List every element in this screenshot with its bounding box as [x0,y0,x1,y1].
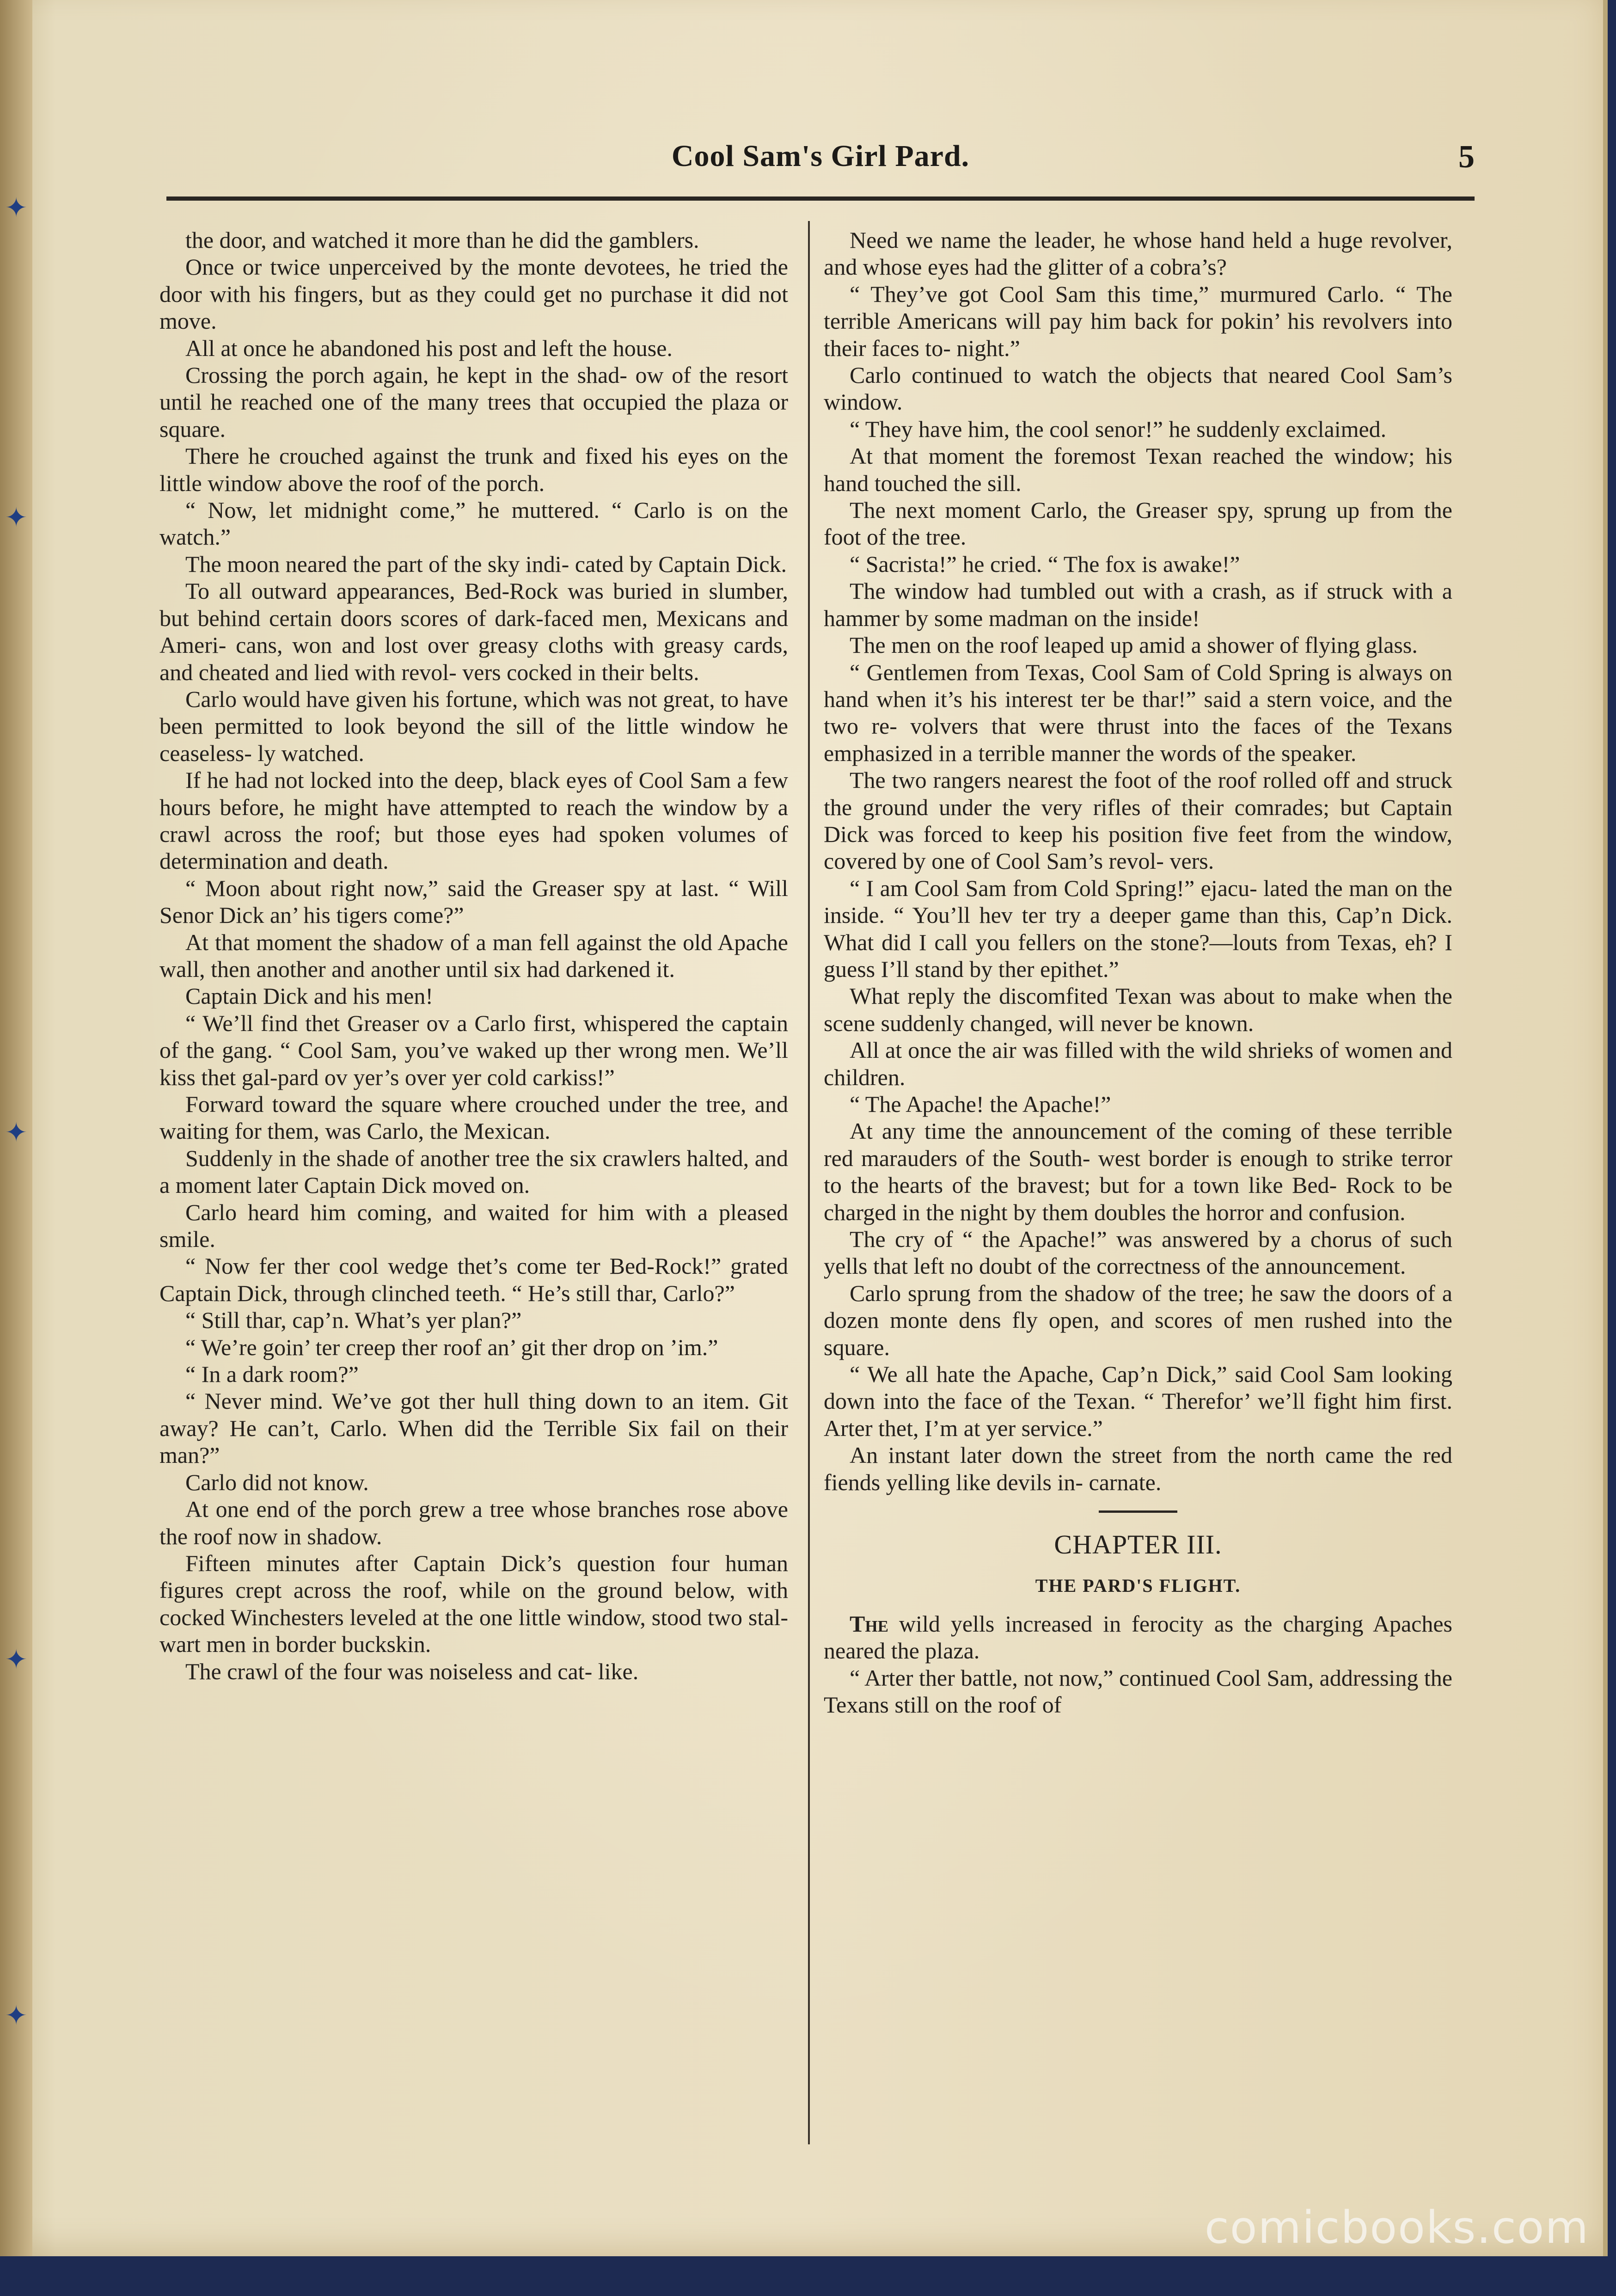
watermark-text: comicbooks.com [1204,2202,1589,2253]
paragraph: The men on the roof leaped up amid a shower of flying glass. [850,632,1418,658]
paragraph: Fifteen minutes after Captain Dick’s question four human figures crept across the roof, while on the ground below, with cocked Winchesters leveled at the one little window, stood two stal- wart men in border buckskin. [159,1550,788,1658]
paragraph: The crawl of the four was noiseless and cat- like. [185,1658,639,1684]
paragraph: “ Now, let midnight come,” he muttered. “ Carlo is on the watch.” [159,497,788,550]
paragraph: The cry of “ the Apache!” was answered by a chorus of such yells that left no doubt of the correctness of the announcement. [824,1226,1452,1279]
paragraph: The two rangers nearest the foot of the roof rolled off and struck the ground under the very rifles of their comrades; but Captain Dick was forced to keep his position five feet from the window, covered by one of Cool Sam’s revol- vers. [824,767,1452,874]
staple-icon: ✦ [5,1117,28,1148]
paragraph: “ Arter ther battle, not now,” continued Cool Sam, addressing the Texans still on the roof of [824,1664,1452,1718]
paragraph: The next moment Carlo, the Greaser spy, sprung up from the foot of the tree. [824,497,1452,550]
chapter-first-paragraph: wild yells increased in ferocity as the charging Apaches neared the plaza. [824,1610,1452,1664]
paragraph: At that moment the foremost Texan reached the window; his hand touched the sill. [824,443,1452,496]
paragraph [824,1610,1452,1664]
paragraph: At one end of the porch grew a tree whose branches rose above the roof now in shadow. [159,1496,788,1549]
paragraph: There he crouched against the trunk and fixed his eyes on the little window above the roof of the porch. [159,443,788,496]
right-column [824,227,1452,1719]
paragraph: All at once he abandoned his post and left the house. [185,335,673,361]
paragraph: “ Moon about right now,” said the Greaser spy at last. “ Will Senor Dick an’ his tigers come?” [159,875,788,928]
column-divider [808,221,810,2144]
paragraph: Carlo sprung from the shadow of the tree; he saw the doors of a dozen monte dens fly open, and scores of men rushed into the square. [824,1280,1452,1360]
paragraph: the door, and watched it more than he did the gamblers. [185,227,699,253]
paragraph: “ The Apache! the Apache!” [850,1091,1111,1117]
staple-icon: ✦ [5,1644,28,1675]
paragraph: Crossing the porch again, he kept in the shad- ow of the resort until he reached one of the many trees that occupied the plaza or square. [159,362,788,442]
chapter-rule [1099,1510,1177,1513]
staple-icon: ✦ [5,2000,28,2031]
paragraph: Need we name the leader, he whose hand held a huge revolver, and whose eyes had the glitter of a cobra’s? [824,227,1452,280]
paragraph: What reply the discomfited Texan was about to make when the scene suddenly changed, will never be known. [824,983,1452,1036]
header-rule [166,196,1475,201]
page-number: 5 [1458,139,1475,175]
left-column [159,227,788,1685]
paragraph: The window had tumbled out with a crash, as if struck with a hammer by some madman on the inside! [824,578,1452,631]
paragraph: Forward toward the square where crouched under the tree, and waiting for them, was Carlo, the Mexican. [159,1091,788,1144]
paragraph: Once or twice unperceived by the monte devotees, he tried the door with his fingers, but as they could get no purchase it did not move. [159,254,788,334]
staple-icon: ✦ [5,502,28,533]
right-column-paragraphs [824,227,1452,1496]
paragraph: “ They have him, the cool senor!” he suddenly exclaimed. [850,416,1387,442]
paragraph: If he had not locked into the deep, black eyes of Cool Sam a few hours before, he might have attempted to reach the window by a crawl across the roof; but those eyes had spoken volumes of determination and death. [159,767,788,874]
paragraph: Captain Dick and his men! [185,983,433,1009]
paragraph: To all outward appearances, Bed-Rock was buried in slumber, but behind certain doors scores of dark-faced men, Mexicans and Ameri- cans, won and lost over greasy cloths with greasy cards, and cheated and lied with revol- vers cocked in their belts. [159,578,788,685]
paragraph: An instant later down the street from the north came the red fiends yelling like devils in- carnate. [824,1442,1452,1495]
page-header [166,139,1475,190]
paragraph: “ We all hate the Apache, Cap’n Dick,” said Cool Sam looking down into the face of the Texan. “ Therefor’ we’ll fight him first. Arter thet, I’m at yer service.” [824,1361,1452,1441]
paragraph: “ We’re goin’ ter creep ther roof an’ git ther drop on ’im.” [185,1334,718,1360]
running-title: Cool Sam's Girl Pard. [671,139,970,173]
paragraph: The moon neared the part of the sky indi- cated by Captain Dick. [185,551,787,577]
paragraph: “ Gentlemen from Texas, Cool Sam of Cold Spring is always on hand when it’s his interest ter be thar!” said a stern voice, and the two re- volvers that were thrust into the faces of the Texans emphasized in a terrible manner the words of the speaker. [824,659,1452,766]
paragraph: Suddenly in the shade of another tree the six crawlers halted, and a moment later Captain Dick moved on. [159,1145,788,1198]
chapter-lead-word: The [850,1610,888,1637]
paragraph: “ Now fer ther cool wedge thet’s come ter Bed-Rock!” grated Captain Dick, through clinched teeth. “ He’s still thar, Carlo?” [159,1253,788,1306]
paragraph: “ Sacrista!” he cried. “ The fox is awake!” [850,551,1240,577]
paragraph: “ We’ll find thet Greaser ov a Carlo first, whispered the captain of the gang. “ Cool Sam, you’ve waked up ther wrong men. We’ll kiss thet gal-pard ov yer’s over yer cold carkiss!” [159,1010,788,1090]
paragraph: At any time the announcement of the coming of these terrible red marauders of the South- west border is enough to strike terror to the hearts of the bravest; but for a town like Bed- Rock to be charged in the night by them doubles the horror and confusion. [824,1118,1452,1225]
paragraph: All at once the air was filled with the wild shrieks of women and children. [824,1037,1452,1090]
staple-icon: ✦ [5,192,28,223]
paragraph: “ In a dark room?” [185,1361,359,1387]
paragraph: “ Never mind. We’ve got ther hull thing down to an item. Git away? He can’t, Carlo. When did the Terrible Six fail on their man?” [159,1388,788,1468]
paragraph: Carlo did not know. [185,1469,369,1495]
paragraph: “ Still thar, cap’n. What’s yer plan?” [185,1307,522,1333]
paragraph: “ They’ve got Cool Sam this time,” murmured Carlo. “ The terrible Americans will pay him back for pokin’ his revolvers into their faces to- night.” [824,281,1452,361]
chapter-subtitle: THE PARD'S FLIGHT. [1035,1575,1241,1596]
paragraph: Carlo continued to watch the objects that neared Cool Sam’s window. [824,362,1452,415]
paragraph: Carlo would have given his fortune, which was not great, to have been permitted to look beyond the sill of the little window he ceaseless- ly watched. [159,686,788,766]
paragraph: Carlo heard him coming, and waited for him with a pleased smile. [159,1199,788,1252]
paragraph: “ I am Cool Sam from Cold Spring!” ejacu- lated the man on the inside. “ You’ll hev ter try a deeper game than this, Cap’n Dick. What did I call you fellers on the stone?—louts from Texas, eh? I guess I’ll stand by ther epithet.” [824,875,1452,982]
chapter-title: CHAPTER III. [1054,1529,1222,1560]
paragraph: At that moment the shadow of a man fell against the old Apache wall, then another and another until six had darkened it. [159,929,788,982]
